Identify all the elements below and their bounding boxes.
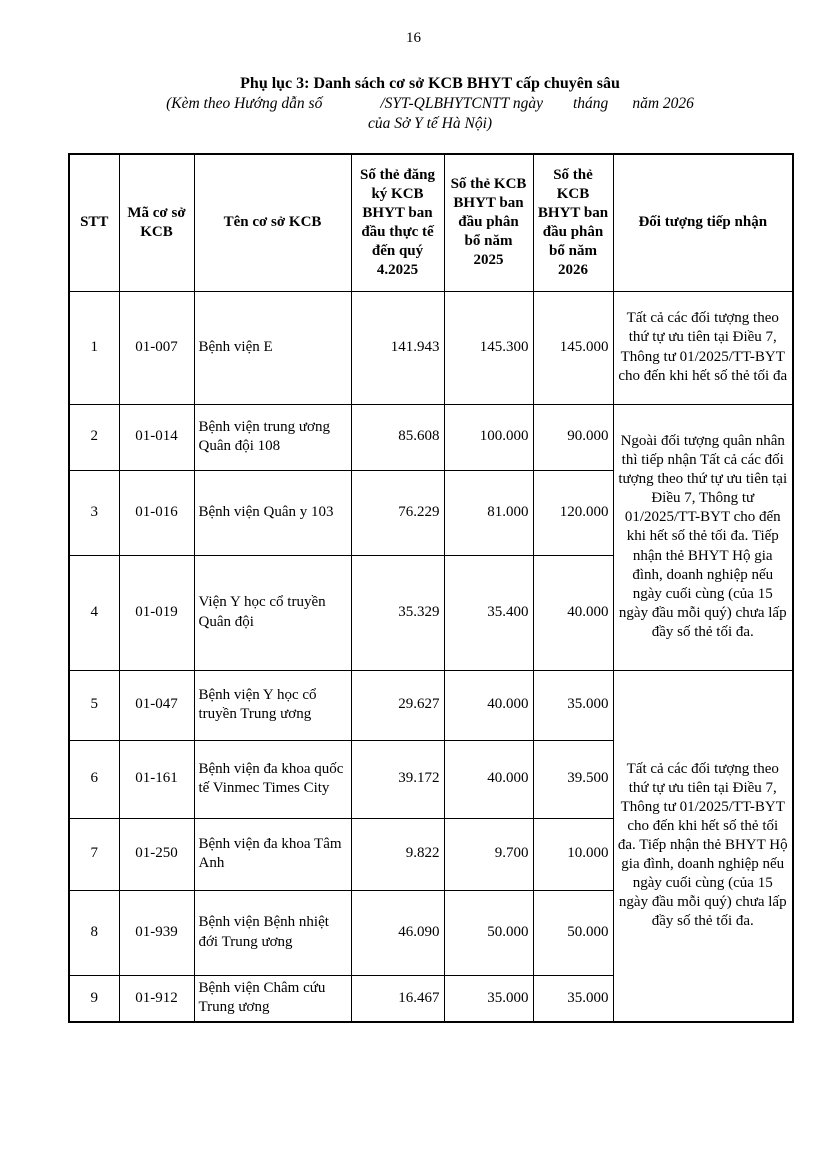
cell-alloc2025: 35.400: [444, 555, 533, 670]
cell-code: 01-047: [119, 670, 194, 740]
cell-code: 01-161: [119, 740, 194, 818]
subtitle-part2: /SYT-QLBHYTCNTT ngày: [380, 95, 543, 113]
cell-registered: 35.329: [351, 555, 444, 670]
facility-table: [68, 153, 794, 1023]
cell-alloc2026: 39.500: [533, 740, 613, 818]
cell-registered: 9.822: [351, 818, 444, 890]
document-subtitle-line1: [68, 95, 792, 113]
cell-alloc2025: 9.700: [444, 818, 533, 890]
table-row: [69, 291, 793, 404]
document-subtitle-line2: của Sở Y tế Hà Nội): [367, 115, 493, 133]
subtitle-part3: tháng: [573, 95, 609, 113]
table-header-row: [69, 154, 793, 291]
cell-stt: 7: [69, 818, 119, 890]
cell-alloc2026: 145.000: [533, 291, 613, 404]
cell-name: Bệnh viện E: [194, 291, 351, 404]
cell-registered: 141.943: [351, 291, 444, 404]
cell-name: Bệnh viện Quân y 103: [194, 470, 351, 555]
cell-code: 01-014: [119, 404, 194, 470]
cell-recipients-group1: Tất cả các đối tượng theo thứ tự ưu tiên tại Điều 7, Thông tư 01/2025/TT-BYT cho đến khi hết số thẻ tối đa: [613, 291, 793, 404]
cell-registered: 46.090: [351, 890, 444, 975]
subtitle-part4: năm 2026: [632, 95, 694, 113]
col-header-alloc2026: Số thẻ KCB BHYT ban đầu phân bổ năm 2026: [533, 154, 613, 291]
cell-name: Viện Y học cổ truyền Quân đội: [194, 555, 351, 670]
cell-name: Bệnh viện Bệnh nhiệt đới Trung ương: [194, 890, 351, 975]
cell-alloc2025: 35.000: [444, 975, 533, 1022]
cell-name: Bệnh viện đa khoa quốc tế Vinmec Times City: [194, 740, 351, 818]
cell-code: 01-939: [119, 890, 194, 975]
cell-registered: 29.627: [351, 670, 444, 740]
document-title: Phụ lục 3: Danh sách cơ sở KCB BHYT cấp chuyên sâu: [240, 75, 620, 92]
col-header-recipients: Đối tượng tiếp nhận: [613, 154, 793, 291]
cell-alloc2026: 40.000: [533, 555, 613, 670]
cell-alloc2026: 10.000: [533, 818, 613, 890]
subtitle-part1: (Kèm theo Hướng dẫn số: [166, 95, 323, 113]
cell-code: 01-016: [119, 470, 194, 555]
cell-alloc2025: 145.300: [444, 291, 533, 404]
cell-registered: 76.229: [351, 470, 444, 555]
cell-code: 01-912: [119, 975, 194, 1022]
cell-alloc2025: 50.000: [444, 890, 533, 975]
cell-alloc2026: 50.000: [533, 890, 613, 975]
col-header-alloc2025: Số thẻ KCB BHYT ban đầu phân bổ năm 2025: [444, 154, 533, 291]
cell-stt: 5: [69, 670, 119, 740]
page-number: 16: [406, 30, 421, 46]
table-row: [69, 404, 793, 470]
cell-name: Bệnh viện đa khoa Tâm Anh: [194, 818, 351, 890]
cell-name: Bệnh viện Y học cổ truyền Trung ương: [194, 670, 351, 740]
document-header: [68, 74, 792, 134]
cell-code: 01-250: [119, 818, 194, 890]
cell-recipients-group3: Tất cả các đối tượng theo thứ tự ưu tiên tại Điều 7, Thông tư 01/2025/TT-BYT cho đến khi hết số thẻ tối đa. Tiếp nhận thẻ BHYT Hộ gia đình, doanh nghiệp nếu ngày cuối cùng (của 15 ngày đầu mỗi quý) chưa lấp đầy số thẻ tối đa.: [613, 670, 793, 1022]
cell-alloc2026: 90.000: [533, 404, 613, 470]
cell-stt: 3: [69, 470, 119, 555]
col-header-code: Mã cơ sở KCB: [119, 154, 194, 291]
cell-stt: 8: [69, 890, 119, 975]
cell-registered: 39.172: [351, 740, 444, 818]
cell-alloc2026: 35.000: [533, 670, 613, 740]
col-header-name: Tên cơ sở KCB: [194, 154, 351, 291]
cell-stt: 9: [69, 975, 119, 1022]
cell-recipients-group2: Ngoài đối tượng quân nhân thì tiếp nhận Tất cả các đối tượng theo thứ tự ưu tiên tại Điều 7, Thông tư 01/2025/TT-BYT cho đến khi hết số thẻ tối đa. Tiếp nhận thẻ BHYT Hộ gia đình, doanh nghiệp nếu ngày cuối cùng (của 15 ngày đầu mỗi quý) chưa lấp đầy số thẻ tối đa.: [613, 404, 793, 670]
cell-code: 01-007: [119, 291, 194, 404]
cell-stt: 1: [69, 291, 119, 404]
table-row: [69, 670, 793, 740]
cell-stt: 6: [69, 740, 119, 818]
cell-alloc2025: 40.000: [444, 740, 533, 818]
cell-alloc2025: 40.000: [444, 670, 533, 740]
cell-stt: 4: [69, 555, 119, 670]
cell-name: Bệnh viện Châm cứu Trung ương: [194, 975, 351, 1022]
cell-name: Bệnh viện trung ương Quân đội 108: [194, 404, 351, 470]
cell-alloc2026: 35.000: [533, 975, 613, 1022]
cell-alloc2025: 81.000: [444, 470, 533, 555]
col-header-stt: STT: [69, 154, 119, 291]
cell-stt: 2: [69, 404, 119, 470]
cell-registered: 85.608: [351, 404, 444, 470]
cell-code: 01-019: [119, 555, 194, 670]
cell-registered: 16.467: [351, 975, 444, 1022]
cell-alloc2025: 100.000: [444, 404, 533, 470]
col-header-registered: Số thẻ đăng ký KCB BHYT ban đầu thực tế đến quý 4.2025: [351, 154, 444, 291]
cell-alloc2026: 120.000: [533, 470, 613, 555]
